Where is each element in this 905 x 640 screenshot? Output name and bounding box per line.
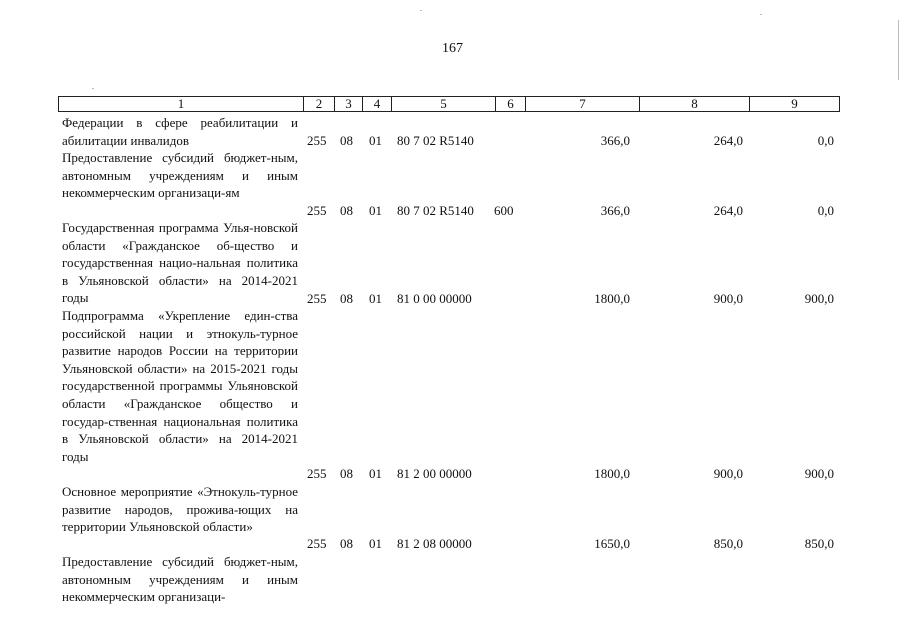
table-header-row <box>58 96 840 112</box>
header-col-9: 9 <box>749 97 839 111</box>
row-2-c8: 264,0 <box>713 203 743 218</box>
scan-speck <box>420 10 422 11</box>
row-1-description: Федерации в сфере реабилитации и абилитации инвалидов <box>62 115 298 148</box>
row-2-description: Предоставление субсидий бюджет-ным, автономным учреждениям и иным некоммерческим организаци-ям <box>62 150 298 201</box>
row-3-description: Государственная программа Улья-новской области «Гражданское об-щество и государственная нацио-нальная политика в Ульяновской области» на 2014-2021 годы <box>62 220 298 306</box>
row-4-c5: 81 2 00 00000 <box>397 466 472 481</box>
row-6-description: Предоставление субсидий бюджет-ным, автономным учреждениям и иным некоммерческим организаци- <box>62 554 298 605</box>
row-1-c3: 08 <box>340 133 353 148</box>
row-2-c4: 01 <box>369 203 382 218</box>
scan-speck <box>92 88 94 89</box>
row-5-c9: 850,0 <box>804 536 834 551</box>
row-5-description: Основное мероприятие «Этнокуль-турное развитие народов, прожива-ющих на территории Ульяновской области» <box>62 484 298 535</box>
row-5-c4: 01 <box>369 536 382 551</box>
row-4-c8: 900,0 <box>713 466 743 481</box>
row-3-c2: 255 <box>307 291 327 306</box>
row-5-c3: 08 <box>340 536 353 551</box>
row-5-c5: 81 2 08 00000 <box>397 536 472 551</box>
page-number: 167 <box>442 41 463 56</box>
row-2-c6: 600 <box>494 203 514 218</box>
row-1-c8: 264,0 <box>713 133 743 148</box>
header-col-3: 3 <box>334 97 362 111</box>
header-col-4: 4 <box>362 97 391 111</box>
header-col-6: 6 <box>495 97 525 111</box>
row-4-description: Подпрограмма «Укрепление един-ства российской нации и этнокуль-турное развитие народов России на территории Ульяновской области» на 2015-2021 годы государственной программы Ульяновской области «Гражданское общество и государ-ственная национальная политика в Ульяновской области» на 2014-2021 годы <box>62 308 298 464</box>
row-3-c5: 81 0 00 00000 <box>397 291 472 306</box>
row-1-c7: 366,0 <box>600 133 630 148</box>
header-col-5: 5 <box>391 97 495 111</box>
header-col-1: 1 <box>177 96 185 111</box>
header-col-7: 7 <box>525 97 639 111</box>
row-1-c2: 255 <box>307 133 327 148</box>
row-4-c3: 08 <box>340 466 353 481</box>
scan-speck <box>760 14 762 15</box>
header-col-2: 2 <box>303 97 334 111</box>
row-5-c2: 255 <box>307 536 327 551</box>
row-5-c8: 850,0 <box>713 536 743 551</box>
row-2-c3: 08 <box>340 203 353 218</box>
row-1-c5: 80 7 02 R5140 <box>397 133 474 148</box>
row-1-c9: 0,0 <box>817 133 834 148</box>
row-3-c3: 08 <box>340 291 353 306</box>
header-col-8: 8 <box>639 97 749 111</box>
row-4-c7: 1800,0 <box>594 466 630 481</box>
row-4-c9: 900,0 <box>804 466 834 481</box>
row-2-c9: 0,0 <box>817 203 834 218</box>
row-2-c7: 366,0 <box>600 203 630 218</box>
row-3-c9: 900,0 <box>804 291 834 306</box>
row-1-c4: 01 <box>369 133 382 148</box>
row-3-c8: 900,0 <box>713 291 743 306</box>
row-3-c4: 01 <box>369 291 382 306</box>
scan-edge-line <box>898 20 899 80</box>
row-2-c5: 80 7 02 R5140 <box>397 203 474 218</box>
row-4-c4: 01 <box>369 466 382 481</box>
row-4-c2: 255 <box>307 466 327 481</box>
row-3-c7: 1800,0 <box>594 291 630 306</box>
row-2-c2: 255 <box>307 203 327 218</box>
row-5-c7: 1650,0 <box>594 536 630 551</box>
